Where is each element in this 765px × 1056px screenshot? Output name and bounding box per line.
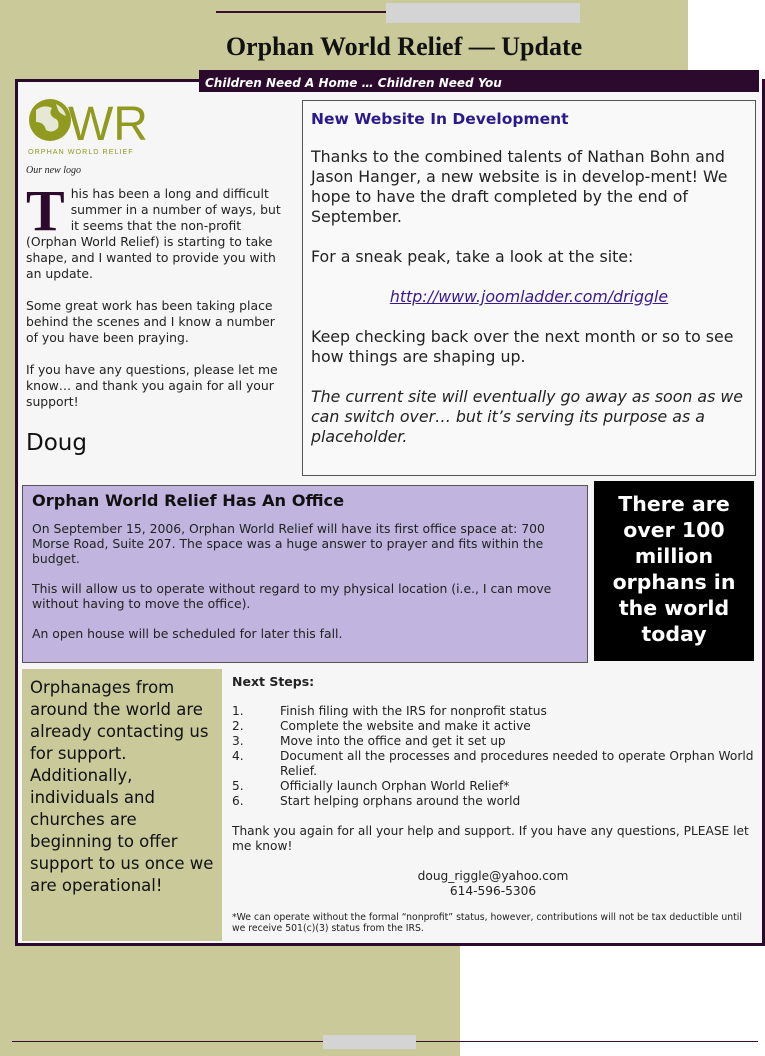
tagline-banner: Children Need A Home … Children Need You	[199, 70, 759, 92]
list-item: 1. Finish filing with the IRS for nonprofit status	[232, 704, 547, 718]
contact-email[interactable]: doug_riggle@yahoo.com	[417, 869, 569, 883]
signature: Doug	[26, 430, 87, 456]
website-note: The current site will eventually go away as soon as we can switch over… but it’s serving its purpose as a placeholder.	[311, 387, 743, 446]
orphanages-callout: Orphanages from around the world are already contacting us for support. Additionally, individuals and churches are beginning to offer support to us once we are operational!	[22, 669, 222, 941]
intro-paragraph: This has been a long and difficult summer in a number of ways, but it seems that the non-profit (Orphan World Relief) is starting to take shape, and I wanted to provide you with an update.	[26, 178, 281, 281]
top-tab-decoration	[386, 3, 580, 23]
thanks-text: Thank you again for all your help and support. If you have any questions, PLEASE let me know!	[232, 824, 749, 853]
office-paragraph: On September 15, 2006, Orphan World Relief will have its first office space at: 700 Morse Road, Suite 207. The space was a huge answer to prayer and fits within the budget.	[32, 521, 545, 566]
intro-paragraph: If you have any questions, please let me know… and thank you again for all your support!	[26, 362, 278, 409]
office-heading: Orphan World Relief Has An Office	[32, 491, 345, 510]
orphans-stat-box: There are over 100 million orphans in the world today	[594, 481, 754, 661]
list-item: 5. Officially launch Orphan World Relief*	[232, 779, 510, 793]
list-item: 6. Start helping orphans around the world	[232, 794, 521, 808]
office-paragraph: This will allow us to operate without regard to my physical location (i.e., I can move without having to move the office).	[32, 581, 552, 611]
next-steps-section	[232, 674, 754, 934]
intro-paragraph: Some great work has been taking place behind the scenes and I know a number of you have been praying.	[26, 298, 275, 345]
website-paragraph: Keep checking back over the next month or so to see how things are shaping up.	[311, 327, 734, 366]
website-paragraph: Thanks to the combined talents of Nathan Bohn and Jason Hanger, a new website is in develop-ment! We hope to have the draft completed by the end of September.	[311, 147, 728, 226]
list-item: 4. Document all the processes and procedures needed to operate Orphan World Relief.	[232, 749, 754, 778]
owr-logo	[26, 96, 171, 156]
next-steps-heading: Next Steps:	[232, 674, 315, 689]
bottom-tab-decoration	[323, 1035, 416, 1049]
logo-letters: WR	[68, 98, 148, 151]
office-paragraph: An open house will be scheduled for later this fall.	[32, 626, 343, 641]
globe-icon	[29, 99, 71, 141]
page-title: Orphan World Relief — Update	[225, 32, 583, 61]
website-heading: New Website In Development	[311, 110, 569, 128]
list-item: 2. Complete the website and make it active	[232, 719, 531, 733]
drop-cap: T	[26, 178, 65, 243]
panel-top-border	[15, 79, 202, 82]
intro-letter	[26, 178, 288, 426]
next-steps-list	[232, 704, 754, 809]
contact-phone: 614-596-5306	[449, 884, 537, 898]
logo-subtext: ORPHAN WORLD RELIEF	[28, 147, 134, 156]
logo-caption: Our new logo	[26, 165, 81, 176]
list-item: 3. Move into the office and get it set up	[232, 734, 506, 748]
office-section	[22, 485, 588, 663]
website-paragraph: For a sneak peak, take a look at the site:	[311, 247, 634, 266]
website-section	[302, 100, 756, 476]
footnote: *We can operate without the formal “nonprofit” status, however, contributions will not be tax deductible until we receive 501(c)(3) status from the IRS.	[232, 912, 742, 934]
website-link[interactable]: http://www.joomladder.com/driggle	[389, 287, 669, 306]
